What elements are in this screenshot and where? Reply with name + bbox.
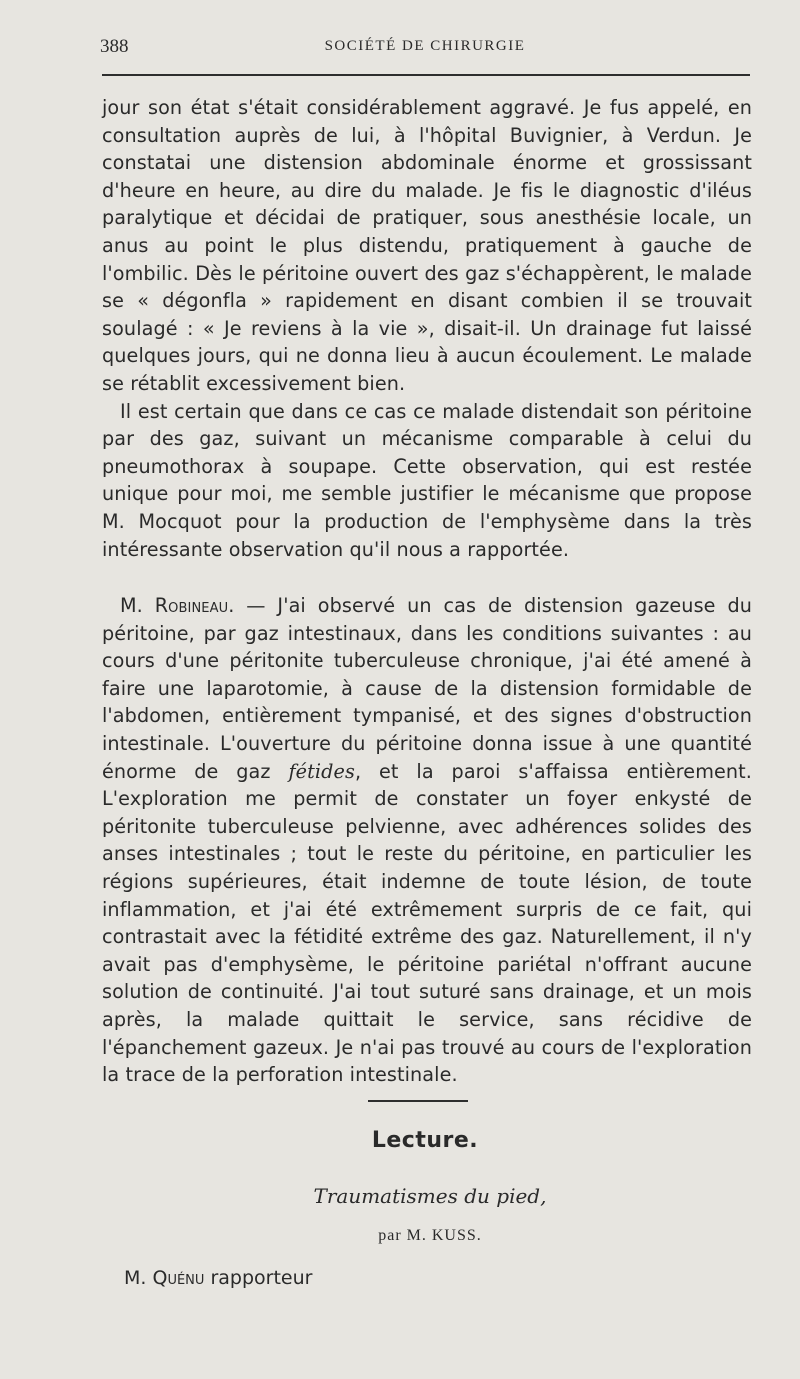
running-title: SOCIÉTÉ DE CHIRURGIE — [324, 38, 526, 54]
paragraph-continued: jour son état s'était considérablement aggravé. Je fus appelé, en consultation auprès de lui, à l'hôpital Buvignier, à Verdun. Je constatai une distension abdominale énorme et grossissant d'heure en heure, au dire du malade. Je fis le diagnostic d'iléus paralytique et décidai de pratiquer, sous anesthésie locale, un anus au point le plus distendu, pratiquement à gauche de l'ombilic. Dès le péritoine ouvert des gaz s'échappèrent, le malade se « dégonfla » rapidement en disant combien il se trouvait soulagé : « Je reviens à la vie », disait-il. Un drainage fut laissé quelques jours, qui ne donna lieu à aucun écoulement. Le malade se rétablit excessivement bien. — [102, 96, 752, 395]
lecture-author: par M. KUSS. — [378, 1227, 482, 1244]
paragraph-robineau-part2: , et la paroi s'affaissa entièrement. L'exploration me permit de constater un foyer enkysté de péritonite tuberculeuse pelvienne, avec adhérences solides des anses intestinales ; tout le reste du péritoine, en particulier les régions supérieures, était indemne de toute lésion, de toute inflammation, et j'ai été extrêmement surpris de ce fait, qui contrastait avec la fétidité extrême des gaz. Naturellement, il n'y avait pas d'emphysème, le péritoine pariétal n'offrant aucune solution de continuité. J'ai tout suturé sans drainage, et un mois après, la malade quittait le service, sans récidive de l'épanchement gazeux. Je n'ai pas trouvé au cours de l'exploration la trace de la perforation intestinale. — [102, 759, 752, 1087]
main-text — [102, 94, 752, 1089]
paragraph-robineau-part1: . — J'ai observé un cas de distension gazeuse du péritoine, par gaz intestinaux, dans les conditions suivantes : au cours d'une péritonite tuberculeuse chronique, j'ai été amené à faire une laparotomie, à cause de la distension formidable de l'abdomen, entièrement tympanisé, et des signes d'obstruction intestinale. L'ouverture du péritoine donna issue à une quantité énorme de gaz — [102, 594, 752, 783]
italic-word: fétides — [288, 759, 355, 783]
speaker-name: Robineau — [154, 594, 229, 618]
paragraph-commentary: Il est certain que dans ce cas ce malade distendait son péritoine par des gaz, suivant un mécanisme comparable à celui du pneumothorax à soupape. Cette observation, qui est restée unique pour moi, me semble justifier le mécanisme que propose M. Mocquot pour la production de l'emphysème dans la très intéressante observation qu'il nous a rapportée. — [102, 399, 752, 561]
rapporteur-suffix: rapporteur — [204, 1267, 313, 1289]
header-rule — [102, 74, 750, 76]
section-divider — [368, 1100, 468, 1102]
rapporteur-name: Quénu — [152, 1267, 205, 1289]
rapporteur-prefix: M. — [124, 1267, 147, 1289]
lecture-title: Traumatismes du pied, — [313, 1184, 547, 1208]
paragraph-robineau — [102, 592, 752, 1089]
page-number: 388 — [100, 36, 129, 57]
running-header — [100, 36, 750, 66]
speaker-prefix: M. — [120, 594, 143, 618]
section-heading: Lecture. — [371, 1128, 479, 1153]
rapporteur-line — [124, 1267, 312, 1289]
